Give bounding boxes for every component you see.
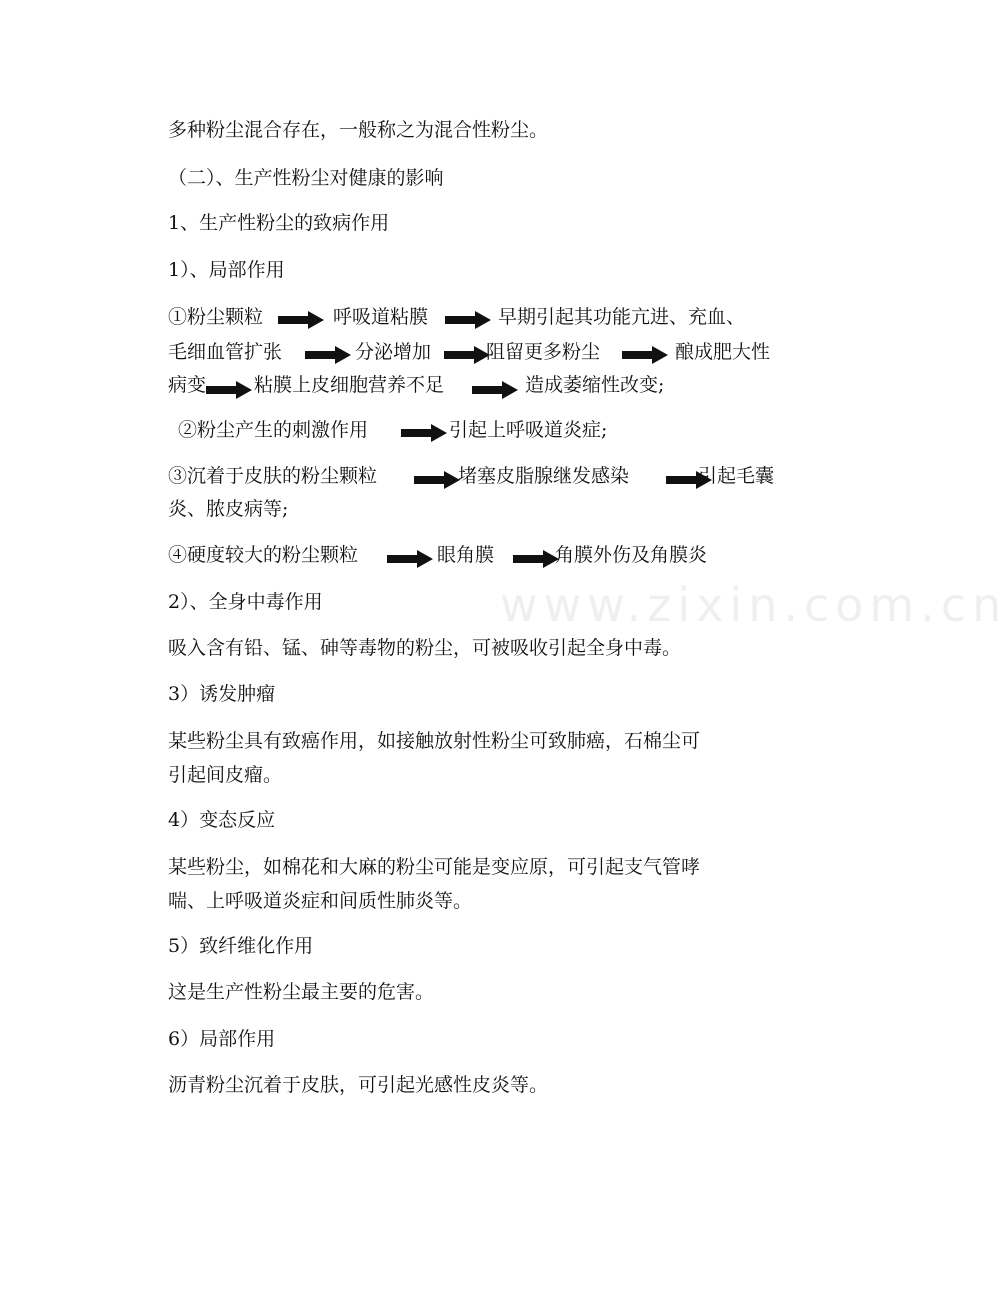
item-heading: 6）局部作用: [168, 1028, 276, 1050]
flow-step: 炎、脓皮病等;: [168, 498, 289, 520]
flow-step: 毛细血管扩张: [168, 341, 283, 363]
section-heading: （二）、生产性粉尘对健康的影响: [168, 167, 444, 189]
item-heading: 5）致纤维化作用: [168, 935, 314, 957]
right-arrow-icon: [305, 345, 351, 365]
paragraph-line: 某些粉尘，如棉花和大麻的粉尘可能是变应原，可引起支气管哮: [168, 856, 701, 878]
flow-step: 分泌增加: [355, 341, 432, 363]
paragraph-line: 吸入含有铅、锰、砷等毒物的粉尘，可被吸收引起全身中毒。: [168, 637, 682, 659]
flow-step: ①粉尘颗粒: [168, 306, 264, 328]
flow-step: 引起毛囊: [698, 465, 775, 487]
item-heading: 2）、全身中毒作用: [168, 591, 323, 613]
right-arrow-icon: [444, 345, 490, 365]
flow-step: 眼角膜: [437, 544, 495, 566]
item-heading: 1）、局部作用: [168, 259, 285, 281]
item-heading: 4）变态反应: [168, 809, 276, 831]
right-arrow-icon: [401, 423, 447, 443]
flow-step: 角膜外伤及角膜炎: [555, 544, 708, 566]
paragraph-line: 引起间皮瘤。: [168, 764, 283, 786]
flow-step: 造成萎缩性改变;: [525, 374, 665, 396]
flow-step: ③沉着于皮肤的粉尘颗粒: [168, 465, 378, 487]
paragraph-line: 沥青粉尘沉着于皮肤，可引起光感性皮炎等。: [168, 1074, 549, 1096]
watermark: www.zixin.com.cn: [500, 578, 1007, 632]
flow-step: ④硬度较大的粉尘颗粒: [168, 544, 359, 566]
flow-step: 早期引起其功能亢进、充血、: [498, 306, 746, 328]
flow-step: 引起上呼吸道炎症;: [449, 419, 608, 441]
right-arrow-icon: [513, 549, 559, 569]
flow-step: 呼吸道粘膜: [333, 306, 429, 328]
subsection-heading: 1、生产性粉尘的致病作用: [168, 212, 390, 234]
paragraph-line: 多种粉尘混合存在，一般称之为混合性粉尘。: [168, 119, 549, 141]
paragraph-line: 这是生产性粉尘最主要的危害。: [168, 981, 435, 1003]
right-arrow-icon: [278, 310, 324, 330]
paragraph-line: 喘、上呼吸道炎症和间质性肺炎等。: [168, 890, 473, 912]
flow-step: ②粉尘产生的刺激作用: [178, 419, 369, 441]
flow-step: 堵塞皮脂腺继发感染: [458, 465, 630, 487]
right-arrow-icon: [206, 380, 252, 400]
right-arrow-icon: [445, 310, 491, 330]
flow-step: 酿成肥大性: [675, 341, 771, 363]
paragraph-line: 某些粉尘具有致癌作用，如接触放射性粉尘可致肺癌，石棉尘可: [168, 730, 701, 752]
right-arrow-icon: [622, 345, 668, 365]
right-arrow-icon: [414, 470, 460, 490]
right-arrow-icon: [472, 380, 518, 400]
right-arrow-icon: [387, 549, 433, 569]
flow-step: 粘膜上皮细胞营养不足: [254, 374, 445, 396]
flow-step: 阻留更多粉尘: [486, 341, 601, 363]
item-heading: 3）诱发肿瘤: [168, 683, 276, 705]
flow-step: 病变: [168, 374, 207, 396]
